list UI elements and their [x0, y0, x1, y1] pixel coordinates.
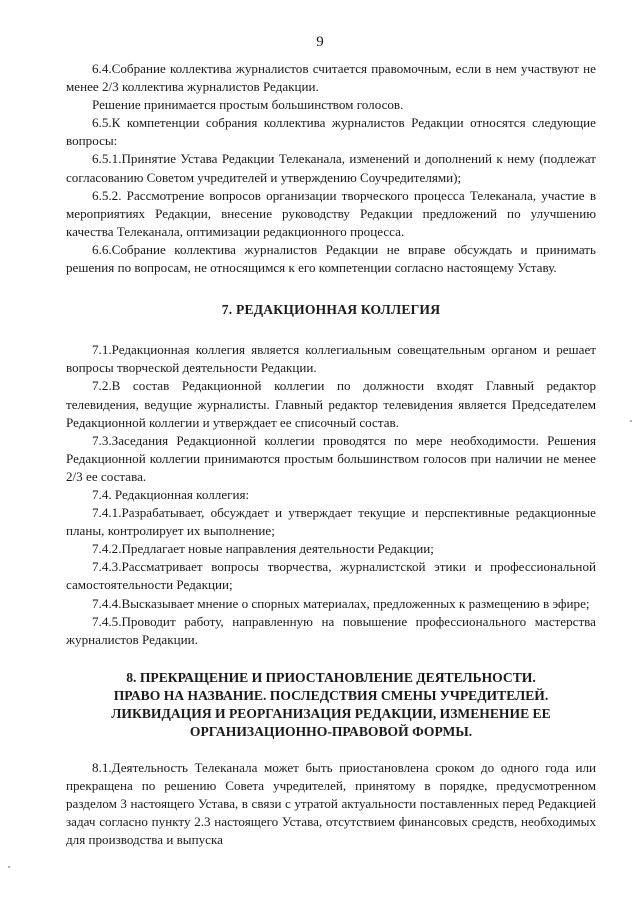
paragraph-6-4-decision: Решение принимается простым большинством голосов.: [92, 97, 404, 113]
paragraph-7-1: 7.1.Редакционная коллегия является коллегиальным совещательным органом и решает вопросы творческой деятельности Редакции.: [66, 342, 596, 376]
paragraph-7-3: 7.3.Заседания Редакционной коллегии проводятся по мере необходимости. Решения Редакционной коллегии принимаются простым большинством голосов при наличии не менее 2/3 ее состава.: [66, 432, 596, 484]
paragraph-6-5-1: 6.5.1.Принятие Устава Редакции Телеканала, изменений и дополнений к нему (подлежат согласованию Советом учредителей и утверждению Соучредителями);: [66, 151, 596, 185]
paragraph-6-6: 6.6.Собрание коллектива журналистов Редакции не вправе обсуждать и принимать решения по вопросам, не относящимся к его компетенции согласно настоящему Уставу.: [66, 241, 596, 276]
scan-speck: [8, 866, 10, 868]
section-heading-8: [66, 669, 596, 741]
section-heading-7: 7. РЕДАКЦИОННАЯ КОЛЛЕГИЯ: [221, 302, 441, 318]
heading-8-line: ОРГАНИЗАЦИОННО-ПРАВОВОЙ ФОРМЫ.: [189, 723, 473, 739]
paragraph-7-2: 7.2.В состав Редакционной коллегии по должности входят Главный редактор телевидения, ведущие журналисты. Главный редактор телевидения является Председателем Редакционной коллегии и утверждает ее списочный состав.: [66, 378, 596, 430]
heading-8-line: ЛИКВИДАЦИЯ И РЕОРГАНИЗАЦИЯ РЕДАКЦИИ, ИЗМЕНЕНИЕ ЕЕ: [111, 705, 551, 721]
scan-speck: [630, 420, 632, 422]
paragraph-6-5: 6.5.К компетенции собрания коллектива журналистов Редакции относятся следующие вопросы:: [66, 115, 596, 149]
paragraph-7-4: 7.4. Редакционная коллегия:: [92, 486, 250, 502]
paragraph-7-4-4: 7.4.4.Высказывает мнение о спорных материалах, предложенных к размещению в эфире;: [92, 595, 590, 611]
page-number: 9: [316, 34, 324, 50]
paragraph-7-4-5: 7.4.5.Проводит работу, направленную на повышение профессионального мастерства журналистов Редакции.: [66, 613, 596, 647]
heading-8-line: 8. ПРЕКРАЩЕНИЕ И ПРИОСТАНОВЛЕНИЕ ДЕЯТЕЛЬНОСТИ.: [126, 669, 536, 685]
heading-8-line: ПРАВО НА НАЗВАНИЕ. ПОСЛЕДСТВИЯ СМЕНЫ УЧРЕДИТЕЛЕЙ.: [113, 687, 549, 703]
paragraph-6-4: 6.4.Собрание коллектива журналистов считается правомочным, если в нем участвуют не менее 2/3 коллектива журналистов Редакции.: [66, 61, 596, 95]
paragraph-7-4-1: 7.4.1.Разрабатывает, обсуждает и утверждает текущие и перспективные редакционные планы, контролирует их выполнение;: [66, 505, 596, 539]
paragraph-7-4-3: 7.4.3.Рассматривает вопросы творчества, журналистской этики и профессиональной самостоятельности Редакции;: [66, 559, 596, 593]
paragraph-6-5-2: 6.5.2. Рассмотрение вопросов организации творческого процесса Телеканала, участие в мероприятиях Редакции, внесение руководству Редакции предложений по улучшению качества Телеканала, оптимизации редакционного процесса.: [66, 187, 596, 239]
paragraph-7-4-2: 7.4.2.Предлагает новые направления деятельности Редакции;: [92, 541, 434, 557]
document-body: [66, 60, 596, 849]
paragraph-8-1: 8.1.Деятельность Телеканала может быть приостановлена сроком до одного года или прекращена по решению Совета учредителей, принятому в порядке, предусмотренном разделом 3 настоящего Устава, в связи с утратой актуальности поставленных перед Редакцией задач согласно пункту 2.3 настоящего Устава, отсутствием финансовых средств, необходимых для производства и выпуска: [66, 759, 596, 848]
